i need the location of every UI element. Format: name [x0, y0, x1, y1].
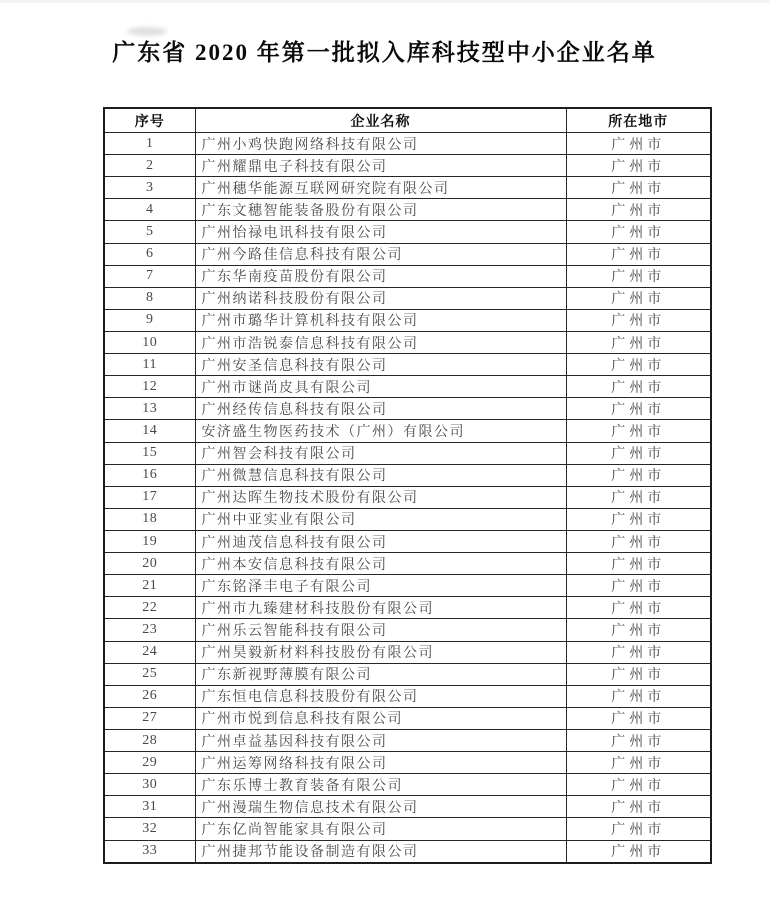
serial-cell: 16 — [104, 464, 195, 486]
city-cell: 广州市 — [566, 177, 711, 199]
city-cell: 广州市 — [566, 641, 711, 663]
company-table — [103, 107, 712, 864]
city-cell: 广州市 — [566, 597, 711, 619]
company-name-cell: 广州市璐华计算机科技有限公司 — [195, 309, 566, 331]
company-name-cell: 广州市九臻建材科技股份有限公司 — [195, 597, 566, 619]
table-body — [104, 133, 711, 864]
company-name-cell: 广州乐云智能科技有限公司 — [195, 619, 566, 641]
serial-cell: 2 — [104, 155, 195, 177]
serial-cell: 25 — [104, 663, 195, 685]
serial-cell: 19 — [104, 530, 195, 552]
company-name-cell: 广州中亚实业有限公司 — [195, 508, 566, 530]
serial-cell: 15 — [104, 442, 195, 464]
company-name-cell: 广州纳诺科技股份有限公司 — [195, 287, 566, 309]
table-row — [104, 840, 711, 863]
company-name-cell: 广州捷邦节能设备制造有限公司 — [195, 840, 566, 863]
city-cell: 广州市 — [566, 155, 711, 177]
table-row — [104, 133, 711, 155]
company-name-cell: 广州耀鼎电子科技有限公司 — [195, 155, 566, 177]
table-row — [104, 309, 711, 331]
table-row — [104, 508, 711, 530]
company-name-cell: 广州运筹网络科技有限公司 — [195, 752, 566, 774]
serial-cell: 18 — [104, 508, 195, 530]
serial-cell: 14 — [104, 420, 195, 442]
serial-cell: 3 — [104, 177, 195, 199]
serial-cell: 26 — [104, 685, 195, 707]
serial-cell: 23 — [104, 619, 195, 641]
city-cell: 广州市 — [566, 331, 711, 353]
city-cell: 广州市 — [566, 818, 711, 840]
company-name-cell: 广东华南疫苗股份有限公司 — [195, 265, 566, 287]
city-cell: 广州市 — [566, 553, 711, 575]
city-cell: 广州市 — [566, 354, 711, 376]
table-row — [104, 331, 711, 353]
company-name-cell: 广东铭泽丰电子有限公司 — [195, 575, 566, 597]
company-name-cell: 广州达晖生物技术股份有限公司 — [195, 486, 566, 508]
serial-cell: 31 — [104, 796, 195, 818]
serial-cell: 33 — [104, 840, 195, 863]
table-row — [104, 553, 711, 575]
table-row — [104, 707, 711, 729]
column-header-company: 企业名称 — [195, 108, 566, 133]
table-row — [104, 619, 711, 641]
table-row — [104, 530, 711, 552]
company-name-cell: 广州迪茂信息科技有限公司 — [195, 530, 566, 552]
company-name-cell: 广州市悦到信息科技有限公司 — [195, 707, 566, 729]
table-row — [104, 597, 711, 619]
serial-cell: 21 — [104, 575, 195, 597]
city-cell: 广州市 — [566, 685, 711, 707]
table-row — [104, 354, 711, 376]
table-row — [104, 774, 711, 796]
company-name-cell: 广东文穗智能装备股份有限公司 — [195, 199, 566, 221]
city-cell: 广州市 — [566, 199, 711, 221]
company-name-cell: 广州今路佳信息科技有限公司 — [195, 243, 566, 265]
table-row — [104, 729, 711, 751]
table-row — [104, 486, 711, 508]
company-name-cell: 广州安圣信息科技有限公司 — [195, 354, 566, 376]
company-name-cell: 广东乐博士教育装备有限公司 — [195, 774, 566, 796]
city-cell: 广州市 — [566, 243, 711, 265]
table-row — [104, 265, 711, 287]
serial-cell: 27 — [104, 707, 195, 729]
serial-cell: 30 — [104, 774, 195, 796]
table-row — [104, 685, 711, 707]
scan-edge-artifact — [0, 0, 769, 3]
serial-cell: 8 — [104, 287, 195, 309]
table-row — [104, 818, 711, 840]
table-row — [104, 575, 711, 597]
serial-cell: 10 — [104, 331, 195, 353]
city-cell: 广州市 — [566, 398, 711, 420]
company-name-cell: 广州卓益基因科技有限公司 — [195, 729, 566, 751]
serial-cell: 17 — [104, 486, 195, 508]
city-cell: 广州市 — [566, 133, 711, 155]
serial-cell: 22 — [104, 597, 195, 619]
city-cell: 广州市 — [566, 287, 711, 309]
serial-cell: 24 — [104, 641, 195, 663]
city-cell: 广州市 — [566, 464, 711, 486]
city-cell: 广州市 — [566, 707, 711, 729]
company-name-cell: 广东亿尚智能家具有限公司 — [195, 818, 566, 840]
table-row — [104, 641, 711, 663]
company-name-cell: 广州经传信息科技有限公司 — [195, 398, 566, 420]
table-row — [104, 155, 711, 177]
city-cell: 广州市 — [566, 442, 711, 464]
city-cell: 广州市 — [566, 619, 711, 641]
column-header-city: 所在地市 — [566, 108, 711, 133]
serial-cell: 29 — [104, 752, 195, 774]
company-name-cell: 广州本安信息科技有限公司 — [195, 553, 566, 575]
city-cell: 广州市 — [566, 663, 711, 685]
table-row — [104, 420, 711, 442]
company-name-cell: 广东新视野薄膜有限公司 — [195, 663, 566, 685]
page-title: 广东省 2020 年第一批拟入库科技型中小企业名单 — [112, 40, 657, 65]
city-cell: 广州市 — [566, 752, 711, 774]
company-name-cell: 安济盛生物医药技术（广州）有限公司 — [195, 420, 566, 442]
city-cell: 广州市 — [566, 774, 711, 796]
serial-cell: 4 — [104, 199, 195, 221]
serial-cell: 9 — [104, 309, 195, 331]
company-name-cell: 广东恒电信息科技股份有限公司 — [195, 685, 566, 707]
column-header-serial: 序号 — [104, 108, 195, 133]
city-cell: 广州市 — [566, 575, 711, 597]
serial-cell: 7 — [104, 265, 195, 287]
table-row — [104, 796, 711, 818]
header-row — [104, 108, 711, 133]
serial-cell: 12 — [104, 376, 195, 398]
city-cell: 广州市 — [566, 221, 711, 243]
table-row — [104, 398, 711, 420]
city-cell: 广州市 — [566, 530, 711, 552]
table-row — [104, 243, 711, 265]
serial-cell: 32 — [104, 818, 195, 840]
serial-cell: 6 — [104, 243, 195, 265]
city-cell: 广州市 — [566, 729, 711, 751]
city-cell: 广州市 — [566, 309, 711, 331]
city-cell: 广州市 — [566, 508, 711, 530]
table-row — [104, 199, 711, 221]
company-name-cell: 广州微慧信息科技有限公司 — [195, 464, 566, 486]
table-row — [104, 752, 711, 774]
company-name-cell: 广州市浩锐泰信息科技有限公司 — [195, 331, 566, 353]
company-name-cell: 广州小鸡快跑网络科技有限公司 — [195, 133, 566, 155]
city-cell: 广州市 — [566, 376, 711, 398]
city-cell: 广州市 — [566, 265, 711, 287]
city-cell: 广州市 — [566, 796, 711, 818]
serial-cell: 13 — [104, 398, 195, 420]
city-cell: 广州市 — [566, 840, 711, 863]
table-row — [104, 221, 711, 243]
serial-cell: 28 — [104, 729, 195, 751]
company-name-cell: 广州昊毅新材料科技股份有限公司 — [195, 641, 566, 663]
serial-cell: 5 — [104, 221, 195, 243]
serial-cell: 20 — [104, 553, 195, 575]
city-cell: 广州市 — [566, 486, 711, 508]
serial-cell: 1 — [104, 133, 195, 155]
serial-cell: 11 — [104, 354, 195, 376]
table-row — [104, 287, 711, 309]
company-name-cell: 广州怡禄电讯科技有限公司 — [195, 221, 566, 243]
table-row — [104, 177, 711, 199]
company-name-cell: 广州穗华能源互联网研究院有限公司 — [195, 177, 566, 199]
company-name-cell: 广州漫瑞生物信息技术有限公司 — [195, 796, 566, 818]
company-name-cell: 广州市谜尚皮具有限公司 — [195, 376, 566, 398]
company-name-cell: 广州智会科技有限公司 — [195, 442, 566, 464]
city-cell: 广州市 — [566, 420, 711, 442]
table-row — [104, 464, 711, 486]
table-row — [104, 376, 711, 398]
table-row — [104, 442, 711, 464]
table-row — [104, 663, 711, 685]
